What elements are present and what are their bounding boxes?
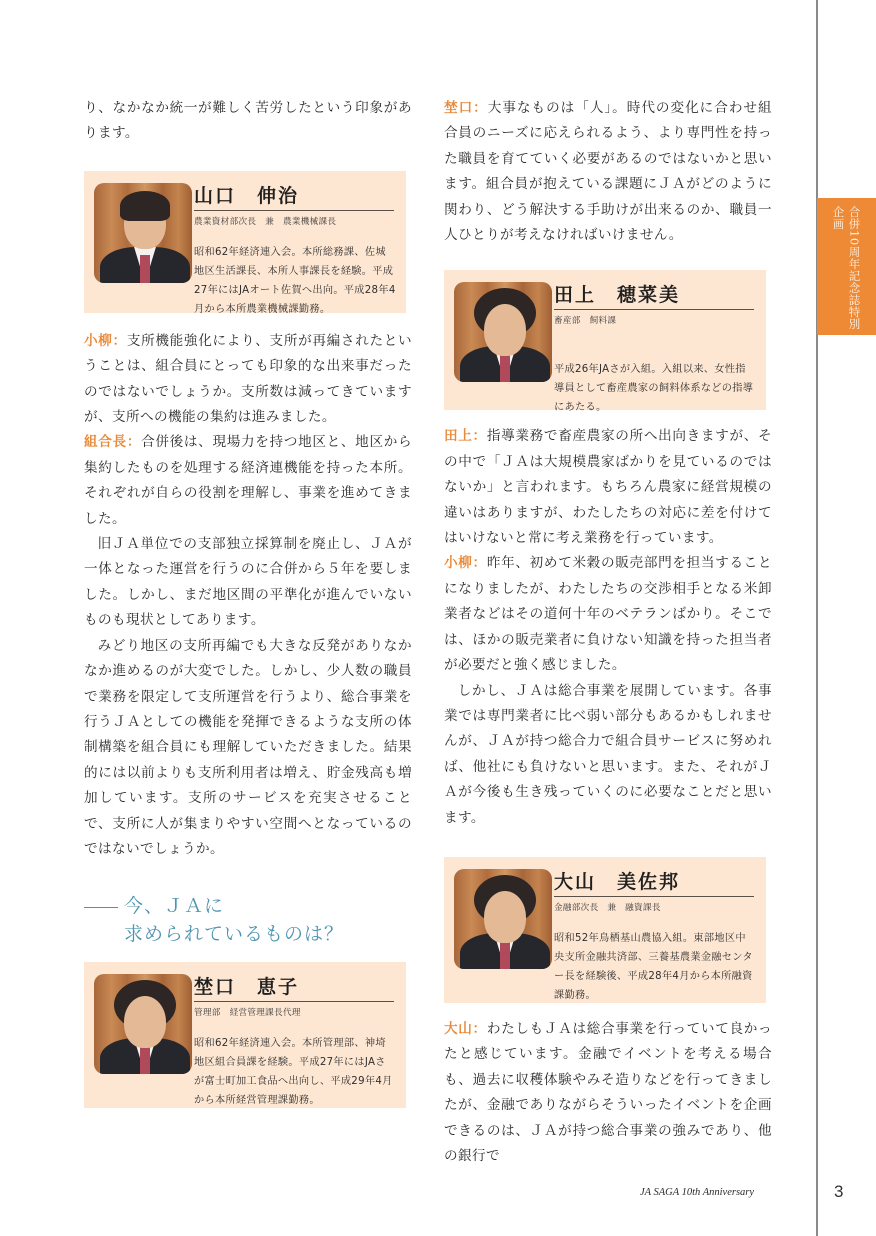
dialogue-kumiaicho xyxy=(84,430,412,532)
speaker-label: 小柳： xyxy=(444,555,487,572)
dialogue-koyanagi xyxy=(84,329,412,431)
profile-card-oyama xyxy=(444,857,766,1003)
body-paragraph: 旧ＪＡ単位での支部独立採算制を廃止し、ＪＡが一体となった運営を行うのに合併から５年を要しました。しかし、まだ地区間の平準化が進んでいないものも現状としてあります。 xyxy=(84,536,412,629)
profile-card-yamaguchi xyxy=(84,171,406,313)
dialogue-text: 昨年、初めて米穀の販売部門を担当することになりましたが、わたしたちの交渉相手となる米卸業者などはその道何十年のベテランばかり。そこでは、ほかの販売業者に負けない知識を持った担当者が必要だと強く感じました。 xyxy=(444,555,773,674)
body-paragraph: しかし、ＪＡは総合事業を展開しています。各事業では専門業者に比べ弱い部分もあるかもしれませんが、ＪＡが持つ総合力で組合員サービスに努めれば、他社にも負けないと思います。また、それがＪＡが今後も生き残っていくのに必要なことだと思います。 xyxy=(444,682,772,826)
dash-decoration xyxy=(84,907,118,909)
dialogue-text: 支所機能強化により、支所が再編されたということは、組合員にとっても印象的な出来事だったのではないでしょうか。支所数は減ってきていますが、支所への機能の集約は進みました。 xyxy=(84,332,413,426)
profile-name: 大山 美佐邦 xyxy=(554,867,754,897)
intro-paragraph: り、なかなか統一が難しく苦労したという印象があります。 xyxy=(84,100,412,142)
profile-bio: 昭和62年経済連入会。本所管理部、神埼地区組合員課を経験。平成27年にはJAさが富士町加工食品へ出向し、平成29年4月から本所経営管理課勤務。 xyxy=(194,1038,393,1107)
dialogue-text: 指導業務で畜産農家の所へ出向きますが、その中で「ＪＡは大規模農家ばかりを見ているのではないか」と言われます。もちろん農家に経営規模の違いはありますが、わたしたちの対応に差を付けてはいけないと常に考え業務を行っています。 xyxy=(444,428,773,547)
profile-name: 田上 穂菜美 xyxy=(554,280,754,310)
dialogue-oyama xyxy=(444,1017,772,1169)
profile-title: 金融部次長 兼 融資課長 xyxy=(554,902,661,913)
body-paragraph: みどり地区の支所再編でも大きな反発がありなかなか進めるのが大変でした。しかし、少人数の職員で業務を限定して支所運営を行うより、総合事業を行うＪＡとしての機能を発揮できるような支所の体制構築を組合員にも理解していただきました。結果的には以前よりも支所利用者は増え、貯金残高も増加しています。支所のサービスを充実させることで、支所に人が集まりやすい空間へとなっているのではないでしょうか。 xyxy=(84,637,412,857)
heading-line-2: 求められているものは？ xyxy=(124,923,345,946)
heading-line-1: 今、ＪＡに xyxy=(124,895,225,918)
dialogue-text: 大事なものは「人」。時代の変化に合わせ組合員のニーズに応えられるよう、より専門性を持った職員を育てていく必要があるのではないかと思います。組合員が抱えている課題にＪＡがどのように関わり、どう解決する手助けが出来るのか、職員一人ひとりが考えなければいけません。 xyxy=(444,100,772,244)
dialogue-hazamaguchi xyxy=(444,96,772,248)
dialogue-tagami xyxy=(444,424,772,551)
left-column xyxy=(84,96,412,1108)
profile-title: 畜産部 飼料課 xyxy=(554,316,617,327)
profile-bio: 昭和52年鳥栖基山農協入組。東部地区中央支所金融共済部、三養基農業金融センター長を経験後、平成28年4月から本所融資課勤務。 xyxy=(554,932,753,1001)
speaker-label: 埜口： xyxy=(444,100,488,116)
profile-card-hazamaguchi xyxy=(84,962,406,1108)
side-tab-label: 合併10周年記念誌特別企画 xyxy=(831,206,862,330)
page-number: 3 xyxy=(834,1182,844,1201)
publication-footer: JA SAGA 10th Anniversary xyxy=(640,1187,755,1198)
page-divider-line xyxy=(816,0,818,1236)
profile-name: 山口 伸治 xyxy=(194,181,394,211)
portrait-photo xyxy=(454,282,552,382)
portrait-photo xyxy=(94,974,192,1074)
dialogue-text: 合併後は、現場力を持つ地区と、地区から集約したものを処理する経済連機能を持った本所。それぞれが自らの役割を理解し、事業を進めてきました。 xyxy=(84,434,412,527)
dialogue-koyanagi-2 xyxy=(444,551,772,678)
speaker-label: 田上： xyxy=(444,428,487,445)
profile-bio: 平成26年JAさが入組。入組以来、女性指導員として畜産農家の飼料体系などの指導にあたる。 xyxy=(554,364,754,414)
speaker-label: 小柳： xyxy=(84,332,127,349)
profile-title: 農業資材部次長 兼 農業機械課長 xyxy=(194,216,337,227)
speaker-label: 大山： xyxy=(444,1020,487,1037)
speaker-label: 組合長： xyxy=(84,434,142,451)
profile-name: 埜口 恵子 xyxy=(194,972,394,1002)
profile-card-tagami xyxy=(444,270,766,414)
portrait-photo xyxy=(94,183,192,283)
portrait-photo xyxy=(454,869,552,969)
section-heading xyxy=(84,892,412,948)
side-tab xyxy=(817,198,876,335)
profile-bio: 昭和62年経済連入会。本所総務課、佐城地区生活課長、本所人事課長を経験。平成27年にはJAオート佐賀へ出向。平成28年4月から本所農業機械課勤務。 xyxy=(194,246,396,315)
dialogue-text: わたしもＪＡは総合事業を行っていて良かったと感じています。金融でイベントを考える場合も、過去に収穫体験やみそ造りなどを行ってきましたが、金融でありながらそういったイベントを企画できるのは、ＪＡが持つ総合事業の強みであり、他の銀行で xyxy=(444,1020,773,1164)
profile-title: 管理部 経営管理課長代理 xyxy=(194,1008,301,1019)
right-column xyxy=(444,96,772,1169)
